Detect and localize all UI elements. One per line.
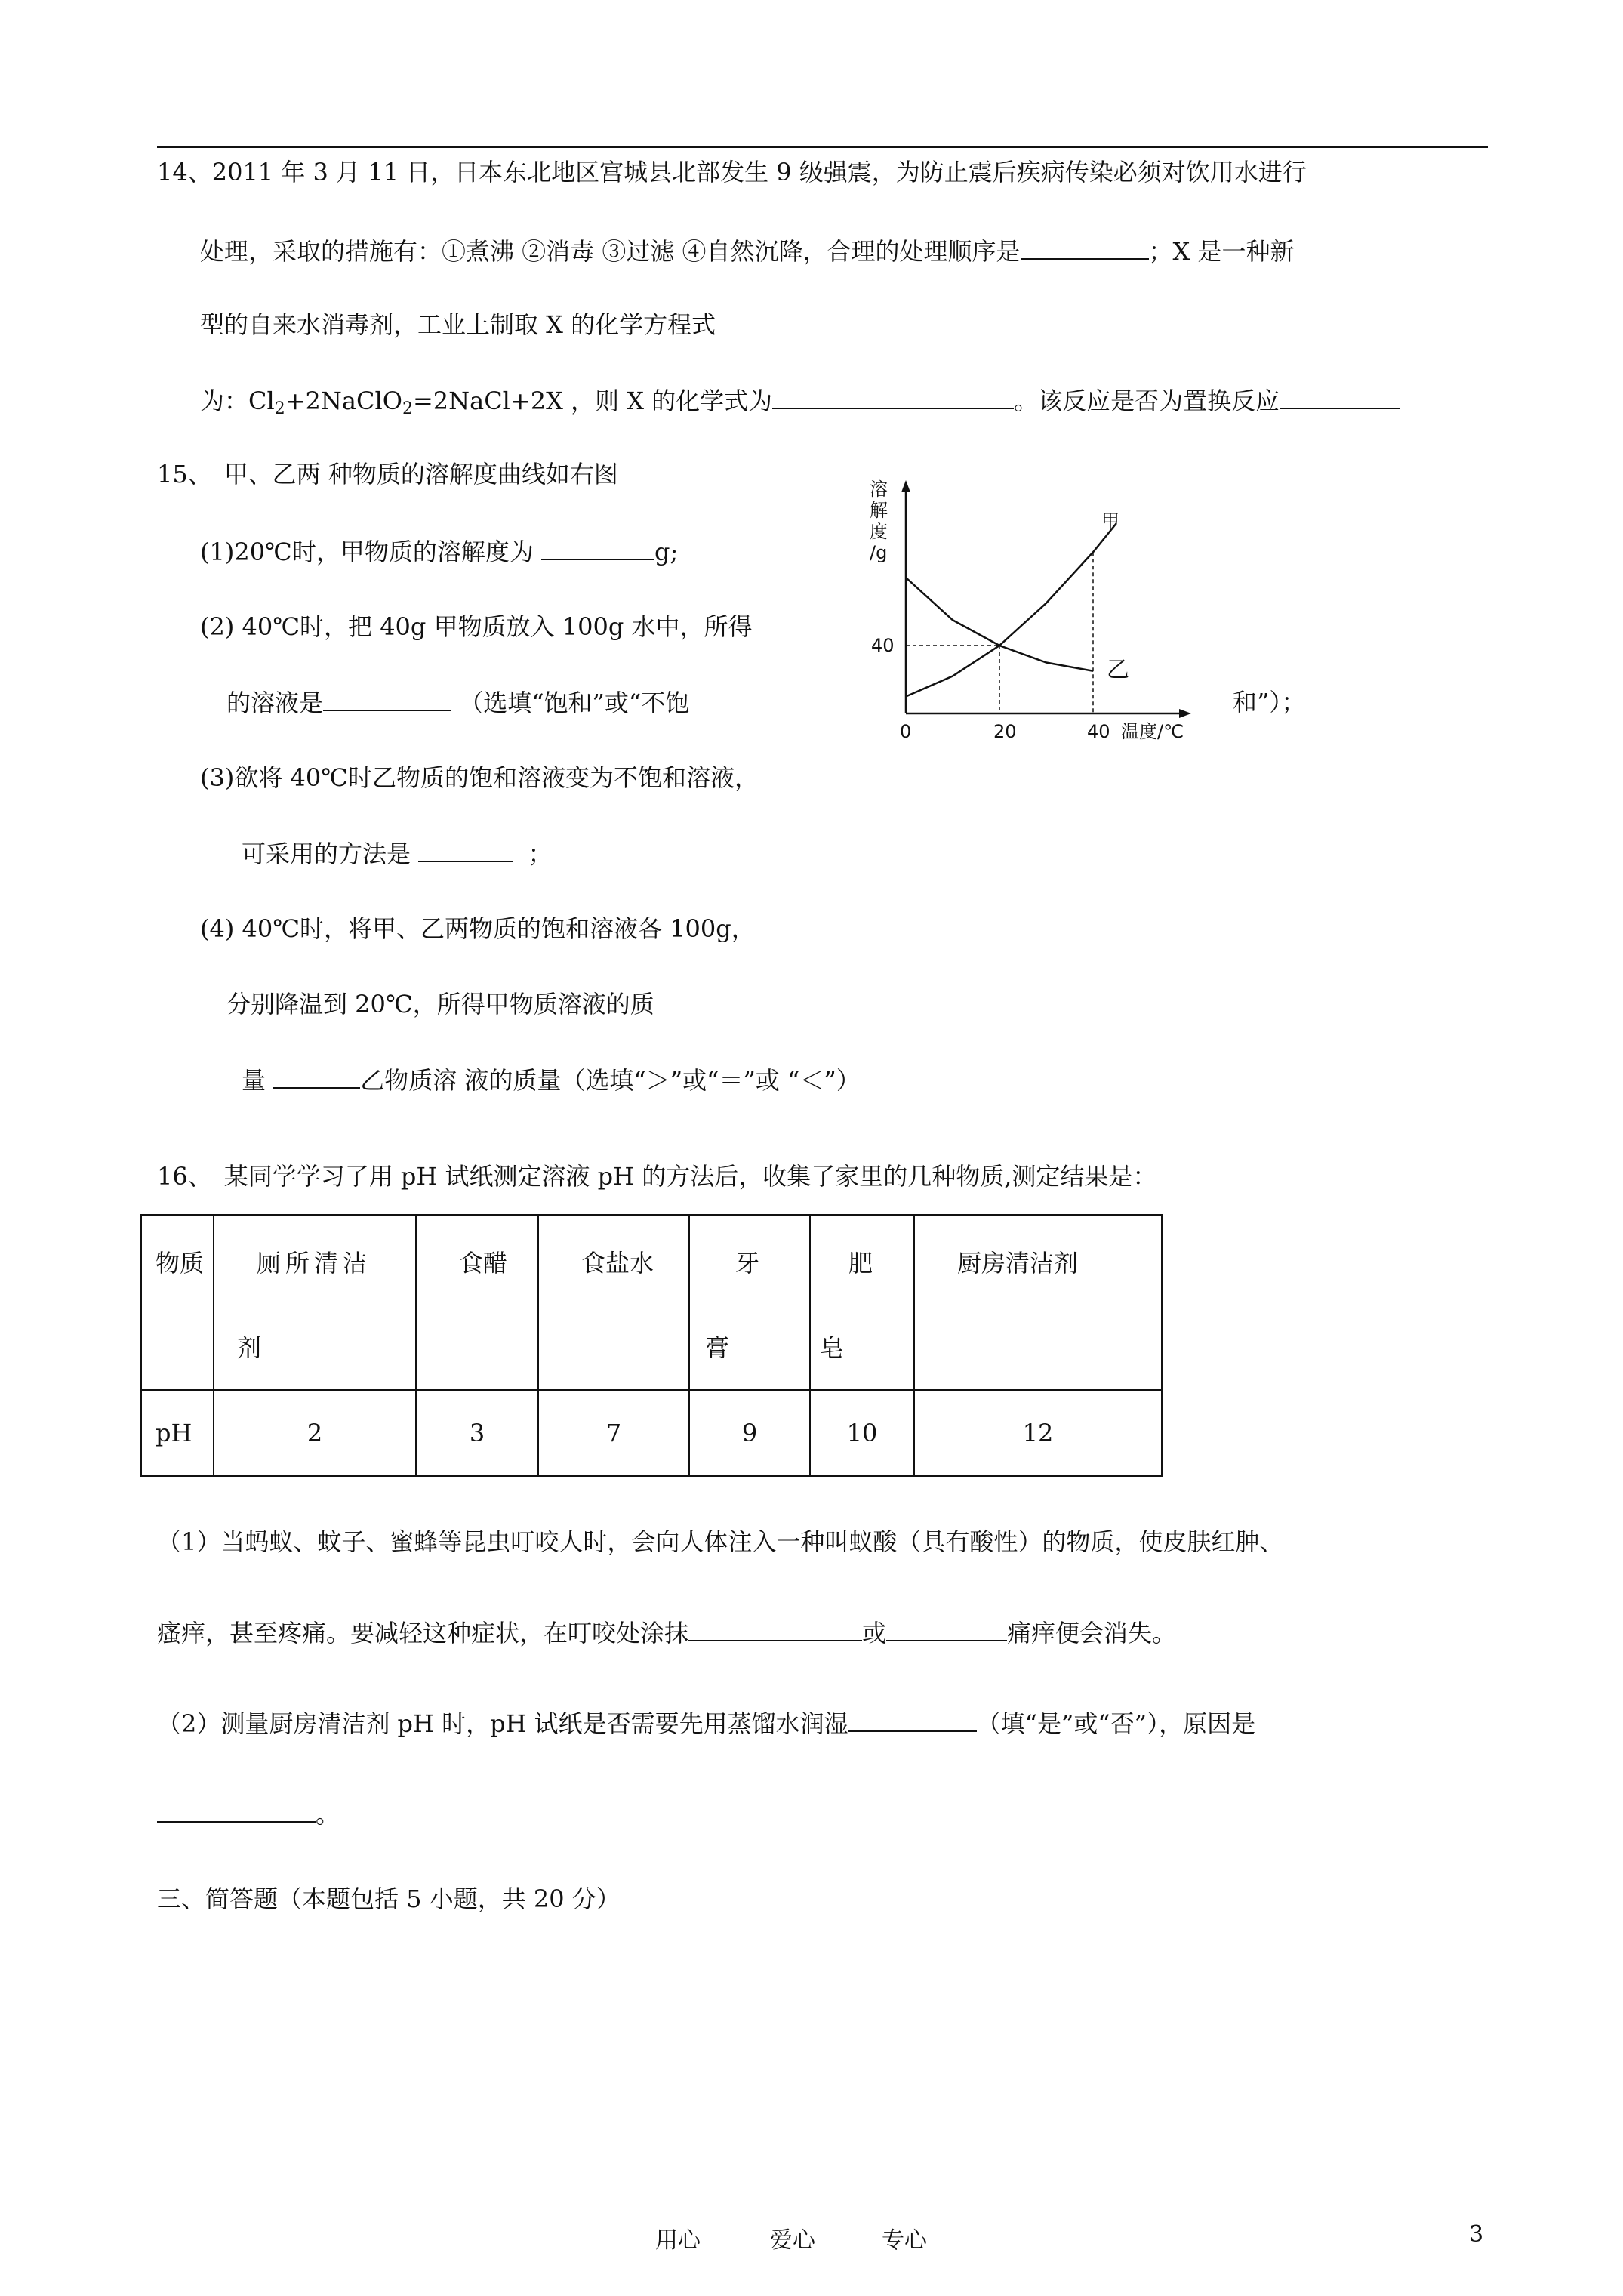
series-label-jia: 甲 [1101, 510, 1119, 532]
q15-p3b [242, 838, 553, 869]
q15-title: 15、 甲、乙两 种物质的溶解度曲线如右图 [157, 460, 618, 488]
header-toothpaste-2: 膏 [705, 1333, 730, 1362]
q16-title: 16、 某同学学习了用 pH 试纸测定溶液 pH 的方法后，收集了家里的几种物质,测定结果是： [157, 1162, 1157, 1191]
q14-eq-sub2: 2 [402, 399, 413, 418]
x-tick-label: 40 [1087, 721, 1110, 742]
y-axis-label: 度 [870, 521, 888, 542]
q15-p3a: (3)欲将 40℃时乙物质的饱和溶液变为不饱和溶液， [200, 763, 759, 792]
q15-p4b: 分别降温到 20℃，所得甲物质溶液的质 [226, 990, 654, 1019]
q16-remedy-blank-1[interactable] [688, 1617, 862, 1641]
chart-labels [870, 479, 1184, 742]
ph-value: 9 [689, 1390, 810, 1476]
ph-value: 3 [416, 1390, 538, 1476]
q15-p2c-text: （选填“饱和”或“不饱 [459, 689, 690, 717]
q14-line3: 型的自来水消毒剂，工业上制取 X 的化学方程式 [200, 310, 716, 339]
q14-line1: 14、2011 年 3 月 11 日，日本东北地区宫城县北部发生 9 级强震，为防止震后疾病传染必须对饮用水进行 [157, 158, 1307, 186]
q16-s1d-text: 痛痒便会消失。 [1007, 1619, 1177, 1647]
ph-value: 2 [214, 1390, 416, 1476]
q16-s2c-text: 。 [316, 1800, 340, 1829]
q15-solution-blank[interactable] [323, 687, 451, 711]
q16-s1b-text: 瘙痒，甚至疼痛。要减轻这种症状，在叮咬处涂抹 [157, 1619, 689, 1647]
q16-reason-blank[interactable] [157, 1798, 316, 1823]
table-row-header [141, 1215, 1162, 1390]
q14-line2-tail: ；X 是一种新 [1148, 237, 1295, 266]
q15-p2b-text: 的溶液是 [226, 689, 324, 717]
q14-eq-part3: =2NaCl+2X ，则 X 的化学式为 [412, 387, 773, 415]
table-header-cell [141, 1215, 214, 1390]
q16-s1b [157, 1617, 1176, 1648]
q16-s1a: （1）当蚂蚁、蚊子、蜜蜂等昆虫叮咬人时，会向人体注入一种叫蚁酸（具有酸性）的物质，使皮肤红肿、 [157, 1527, 1284, 1556]
q14-line2 [200, 236, 1295, 267]
x-axis-label: 温度/℃ [1121, 721, 1184, 742]
header-soap-2: 皂 [820, 1333, 845, 1362]
ph-value: 10 [810, 1390, 914, 1476]
q14-eq-part4: 。该反应是否为置换反应 [1014, 387, 1280, 415]
series-label-yi: 乙 [1107, 656, 1129, 683]
x-tick-label: 20 [993, 721, 1017, 742]
q16-s2a [157, 1708, 1255, 1739]
footer-text-2: 爱心 [770, 2227, 815, 2254]
q16-s1c-text: 或 [862, 1619, 887, 1647]
section-3-heading: 三、简答题（本题包括 5 小题，共 20 分） [157, 1885, 621, 1913]
header-salt-water: 食盐水 [581, 1249, 654, 1277]
ph-value: 7 [538, 1390, 689, 1476]
header-toilet-cleaner-2: 剂 [237, 1333, 262, 1362]
q15-p4a: (4) 40℃时，将甲、乙两物质的饱和溶液各 100g， [200, 914, 756, 943]
q14-replacement-blank[interactable] [1280, 385, 1400, 409]
q14-line4 [200, 385, 1400, 424]
table-header-cell [538, 1215, 689, 1390]
q15-p4d-text: 乙物质溶 液的质量（选填“＞”或“＝”或 “＜”） [360, 1066, 861, 1095]
header-toilet-cleaner: 厕所清洁 [257, 1249, 372, 1277]
q15-p3b-text: 可采用的方法是 [242, 840, 411, 868]
chart-series [906, 523, 1116, 697]
table-header-cell [214, 1215, 416, 1390]
y-axis-label: 溶 [870, 479, 888, 500]
q15-p3c-text: ； [528, 840, 553, 868]
top-rule [157, 146, 1488, 148]
y-tick-label: 40 [871, 635, 895, 656]
x-axis-arrow [1179, 709, 1191, 718]
header-substance: 物质 [156, 1249, 205, 1277]
q15-compare-blank[interactable] [273, 1065, 360, 1089]
header-soap: 肥 [848, 1249, 873, 1277]
page-number: 3 [1469, 2221, 1484, 2248]
q15-p1-text: (1)20℃时，甲物质的溶解度为 [200, 538, 534, 566]
q15-p2b [226, 687, 689, 718]
table-header-cell [810, 1215, 914, 1390]
q14-eq-sub1: 2 [274, 399, 285, 418]
q16-remedy-blank-2[interactable] [886, 1617, 1007, 1641]
header-vinegar: 食醋 [459, 1249, 508, 1277]
q16-s2c [157, 1798, 340, 1829]
header-kitchen-cleaner: 厨房清洁剂 [957, 1249, 1079, 1277]
chart-axes [901, 480, 1191, 718]
ph-table [140, 1214, 1163, 1477]
q15-solubility-blank[interactable] [541, 536, 654, 560]
q15-p4c-text: 量 [242, 1066, 266, 1095]
row-label-ph: pH [141, 1390, 214, 1476]
q15-p2d: 和”）； [1233, 688, 1306, 717]
q14-eq-part1: 为：Cl [200, 387, 275, 415]
q15-p1-unit: g; [654, 538, 679, 566]
q14-eq-part2: +2NaClO [285, 387, 402, 415]
q14-line2-text: 处理，采取的措施有：①煮沸 ②消毒 ③过滤 ④自然沉降，合理的处理顺序是 [200, 237, 1021, 266]
table-header-cell [689, 1215, 810, 1390]
q14-order-blank[interactable] [1021, 236, 1149, 260]
q16-wet-blank[interactable] [848, 1708, 977, 1732]
y-axis-label: /g [870, 542, 888, 563]
footer-text-1: 用心 [655, 2227, 701, 2254]
series-line-yi [906, 578, 1093, 671]
q14-formula-blank[interactable] [772, 385, 1014, 409]
y-axis-arrow [901, 480, 910, 492]
table-row-ph [141, 1390, 1162, 1476]
chart-guides [906, 552, 1093, 713]
series-line-jia [906, 523, 1116, 697]
q15-p1 [200, 536, 678, 567]
q15-method-blank[interactable] [418, 838, 513, 862]
q15-p2a: (2) 40℃时，把 40g 甲物质放入 100g 水中，所得 [200, 612, 753, 641]
x-tick-label: 0 [900, 721, 912, 742]
footer-text-3: 专心 [882, 2227, 927, 2254]
q15-p4c [242, 1065, 861, 1096]
solubility-chart [853, 476, 1208, 747]
table-header-cell [914, 1215, 1162, 1390]
ph-value: 12 [914, 1390, 1162, 1476]
q16-s2b-text: （填“是”或“否”），原因是 [976, 1709, 1256, 1738]
table-header-cell [416, 1215, 538, 1390]
q16-s2a-text: （2）测量厨房清洁剂 pH 时，pH 试纸是否需要先用蒸馏水润湿 [157, 1709, 848, 1738]
header-toothpaste: 牙 [735, 1249, 760, 1277]
y-axis-label: 解 [870, 500, 888, 521]
